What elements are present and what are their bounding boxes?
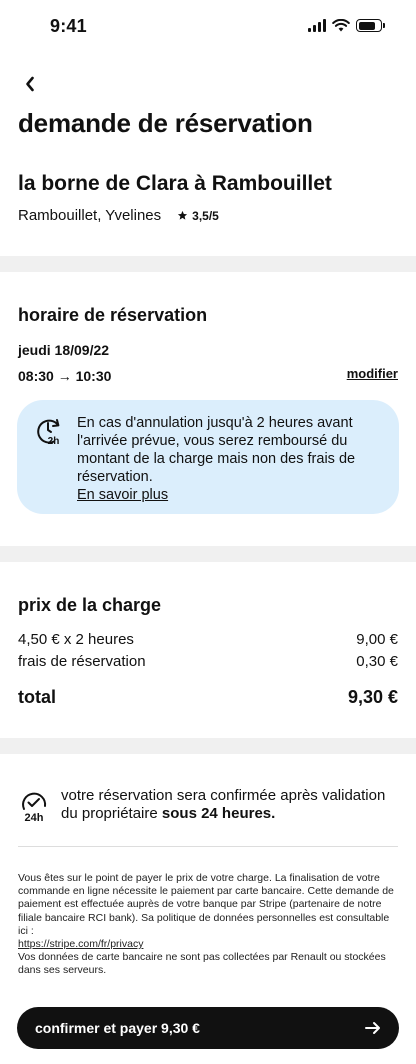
station-location: Rambouillet, Yvelines xyxy=(18,207,162,224)
learn-more-link[interactable]: En savoir plus xyxy=(77,487,169,503)
total-row xyxy=(18,687,398,708)
clock-icon-label: 24h xyxy=(24,812,44,822)
stripe-privacy-link[interactable]: https://stripe.com/fr/privacy xyxy=(18,938,144,951)
price-row xyxy=(18,653,398,670)
confirmation-text: votre réservation sera confirmée après validation du propriétaire xyxy=(61,787,386,822)
thin-divider xyxy=(18,846,398,847)
confirmation-text-bold: sous 24 heures. xyxy=(161,805,276,822)
section-divider xyxy=(0,256,416,272)
price-section-title: prix de la charge xyxy=(18,595,162,615)
price-row-label: 4,50 € x 2 heures xyxy=(18,631,134,648)
reservation-date: jeudi 18/09/22 xyxy=(18,342,110,358)
star-icon xyxy=(177,210,188,221)
station-location-row xyxy=(18,207,219,224)
wifi-icon xyxy=(332,19,350,32)
price-row xyxy=(18,631,398,648)
legal-text-1: Vous êtes sur le point de payer le prix de votre charge. La finalisation de votre commande en ligne nécessite le paiement par carte bancaire. Cette demande de paiement est effectuée auprès de votre banque par Stripe (partenaire de notre filiale bancaire RCI bank). Sa politique de données personnelles est consultable ici : xyxy=(18,872,394,937)
arrow-right-icon xyxy=(365,1021,381,1035)
station-rating xyxy=(177,209,219,223)
total-label: total xyxy=(18,687,56,707)
price-row-label: frais de réservation xyxy=(18,653,146,670)
cancellation-policy: En cas d'annulation jusqu'à 2 heures avant l'arrivée prévue, vous serez remboursé du montant de la charge mais non des frais de réservation. xyxy=(77,415,356,485)
cellular-signal-icon xyxy=(308,19,326,32)
battery-icon xyxy=(356,19,382,32)
clock-2h-icon xyxy=(33,414,65,446)
station-name: la borne de Clara à Rambouillet xyxy=(18,172,332,195)
status-bar xyxy=(0,0,416,54)
clock-icon-label: 2h xyxy=(47,436,60,446)
page-title: demande de réservation xyxy=(18,108,313,138)
section-divider xyxy=(0,738,416,754)
total-value: 9,30 € xyxy=(347,687,398,707)
status-time: 9:41 xyxy=(50,16,87,36)
reservation-time-range: 08:30 → 10:30 xyxy=(18,368,112,384)
rating-value: 3,5/5 xyxy=(192,208,219,223)
confirm-and-pay-button[interactable] xyxy=(17,1007,399,1049)
confirmation-note xyxy=(61,787,391,823)
section-divider xyxy=(0,546,416,562)
cancellation-info-text xyxy=(77,414,377,504)
cancellation-info-box xyxy=(17,400,399,514)
modify-link[interactable]: modifier xyxy=(346,366,398,381)
legal-notice xyxy=(18,872,398,978)
status-icons xyxy=(308,19,382,32)
legal-text-2: Vos données de carte bancaire ne sont pas collectées par Renault ou stockées dans ses serveurs. xyxy=(18,951,386,977)
confirm-and-pay-label: confirmer et payer 9,30 € xyxy=(35,1020,200,1036)
back-button[interactable] xyxy=(18,72,42,96)
price-row-value: 0,30 € xyxy=(356,653,398,670)
schedule-section-title: horaire de réservation xyxy=(18,305,208,325)
clock-24h-icon xyxy=(18,790,50,822)
price-row-value: 9,00 € xyxy=(356,631,398,648)
chevron-left-icon xyxy=(25,76,35,92)
